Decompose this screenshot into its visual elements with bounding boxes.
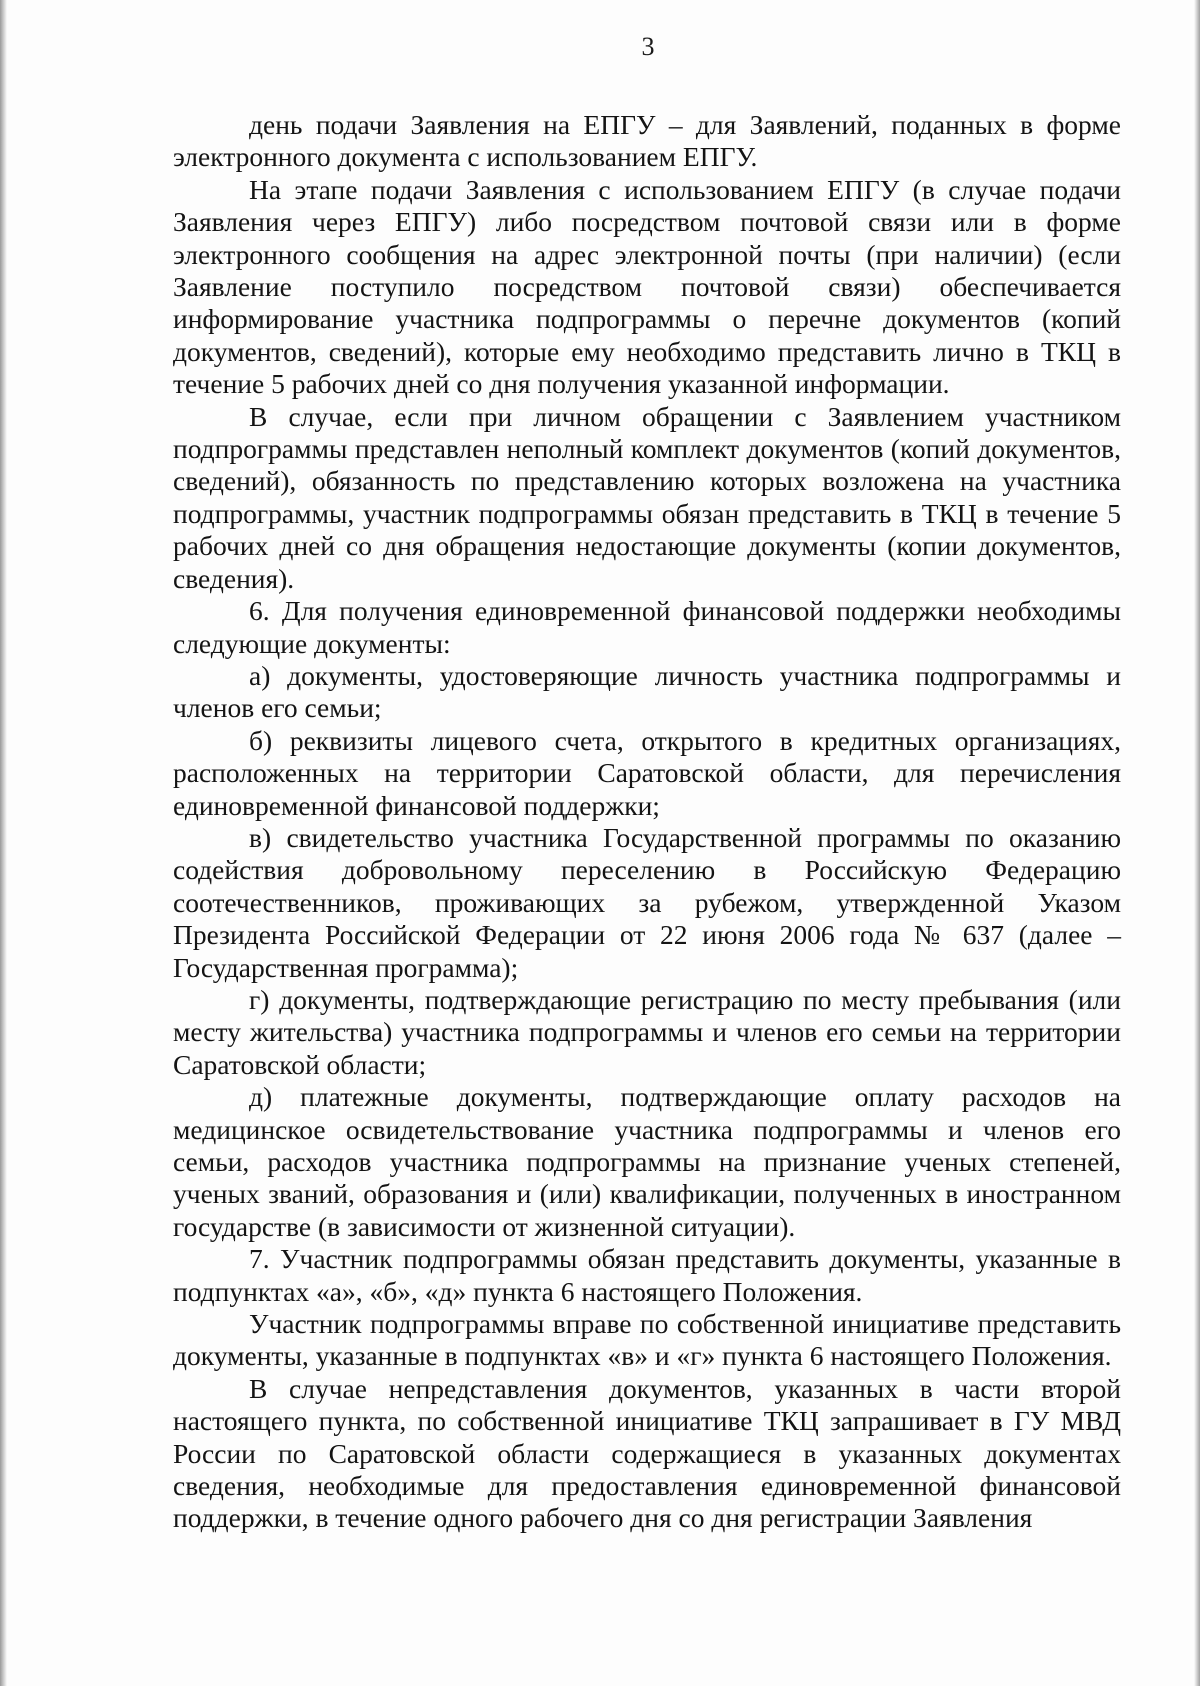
paragraph-informing-documents: На этапе подачи Заявления с использованием ЕПГУ (в случае подачи Заявления через ЕПГУ) либо посредством почтовой связи или в форме электронного сообщения на адрес электронной почты (при наличии) (если Заявление поступило посредством почтовой связи) обеспечивается информирование участника подпрограммы о перечне документов (копий документов, сведений), которые ему необходимо представить лично в ТКЦ в течение 5 рабочих дней со дня получения указанной информации. — [173, 173, 1121, 400]
paragraph-item-7: 7. Участник подпрограммы обязан представить документы, указанные в подпунктах «а», «б», «д» пункта 6 настоящего Положения. — [173, 1243, 1121, 1307]
scan-edge-left — [0, 0, 7, 1686]
paragraph-item-6d: д) платежные документы, подтверждающие оплату расходов на медицинское освидетельствование участника подпрограммы и членов его семьи, расходов участника подпрограммы на признание ученых степеней, ученых званий, образования и (или) квалификации, полученных в иностранном государстве (в зависимости от жизненной ситуации). — [173, 1081, 1121, 1242]
paragraph-item-6a: а) документы, удостоверяющие личность участника подпрограммы и членов его семьи; — [173, 659, 1121, 724]
paragraph-submission-day: день подачи Заявления на ЕПГУ – для Заявлений, поданных в форме электронного документа с использованием ЕПГУ. — [173, 109, 1121, 173]
page-number: 3 — [641, 32, 655, 61]
document-body — [173, 109, 1121, 1535]
paragraph-incomplete-set: В случае, если при личном обращении с Заявлением участником подпрограммы представлен неполный комплект документов (копий документов, сведений), обязанность по представлению которых возложена на участника подпрограммы, участник подпрограммы обязан представить в ТКЦ в течение 5 рабочих дней со дня обращения недостающие документы (копии документов, сведения). — [173, 400, 1121, 594]
paragraph-item-6g: г) документы, подтверждающие регистрацию по месту пребывания (или месту жительства) участника подпрограммы и членов его семьи на территории Саратовской области; — [173, 983, 1121, 1080]
paragraph-item-6b: б) реквизиты лицевого счета, открытого в кредитных организациях, расположенных на территории Саратовской области, для перечисления единовременной финансовой поддержки; — [173, 724, 1121, 821]
paragraph-item-6-heading: 6. Для получения единовременной финансовой поддержки необходимы следующие документы: — [173, 595, 1121, 659]
paragraph-item-6v: в) свидетельство участника Государственной программы по оказанию содействия добровольному переселению в Российскую Федерацию соотечественников, проживающих за рубежом, утвержденной Указом Президента Российской Федерации от 22 июня 2006 года № 637 (далее – Государственная программа); — [173, 821, 1121, 983]
paragraph-non-submission: В случае непредставления документов, указанных в части второй настоящего пункта, по собственной инициативе ТКЦ запрашивает в ГУ МВД России по Саратовской области содержащиеся в указанных документах сведения, необходимые для предоставления единовременной финансовой поддержки, в течение одного рабочего дня со дня регистрации Заявления — [173, 1372, 1121, 1534]
paragraph-own-initiative: Участник подпрограммы вправе по собственной инициативе представить документы, указанные в подпунктах «в» и «г» пункта 6 настоящего Положения. — [173, 1308, 1121, 1372]
scan-edge-right — [1194, 0, 1200, 1686]
